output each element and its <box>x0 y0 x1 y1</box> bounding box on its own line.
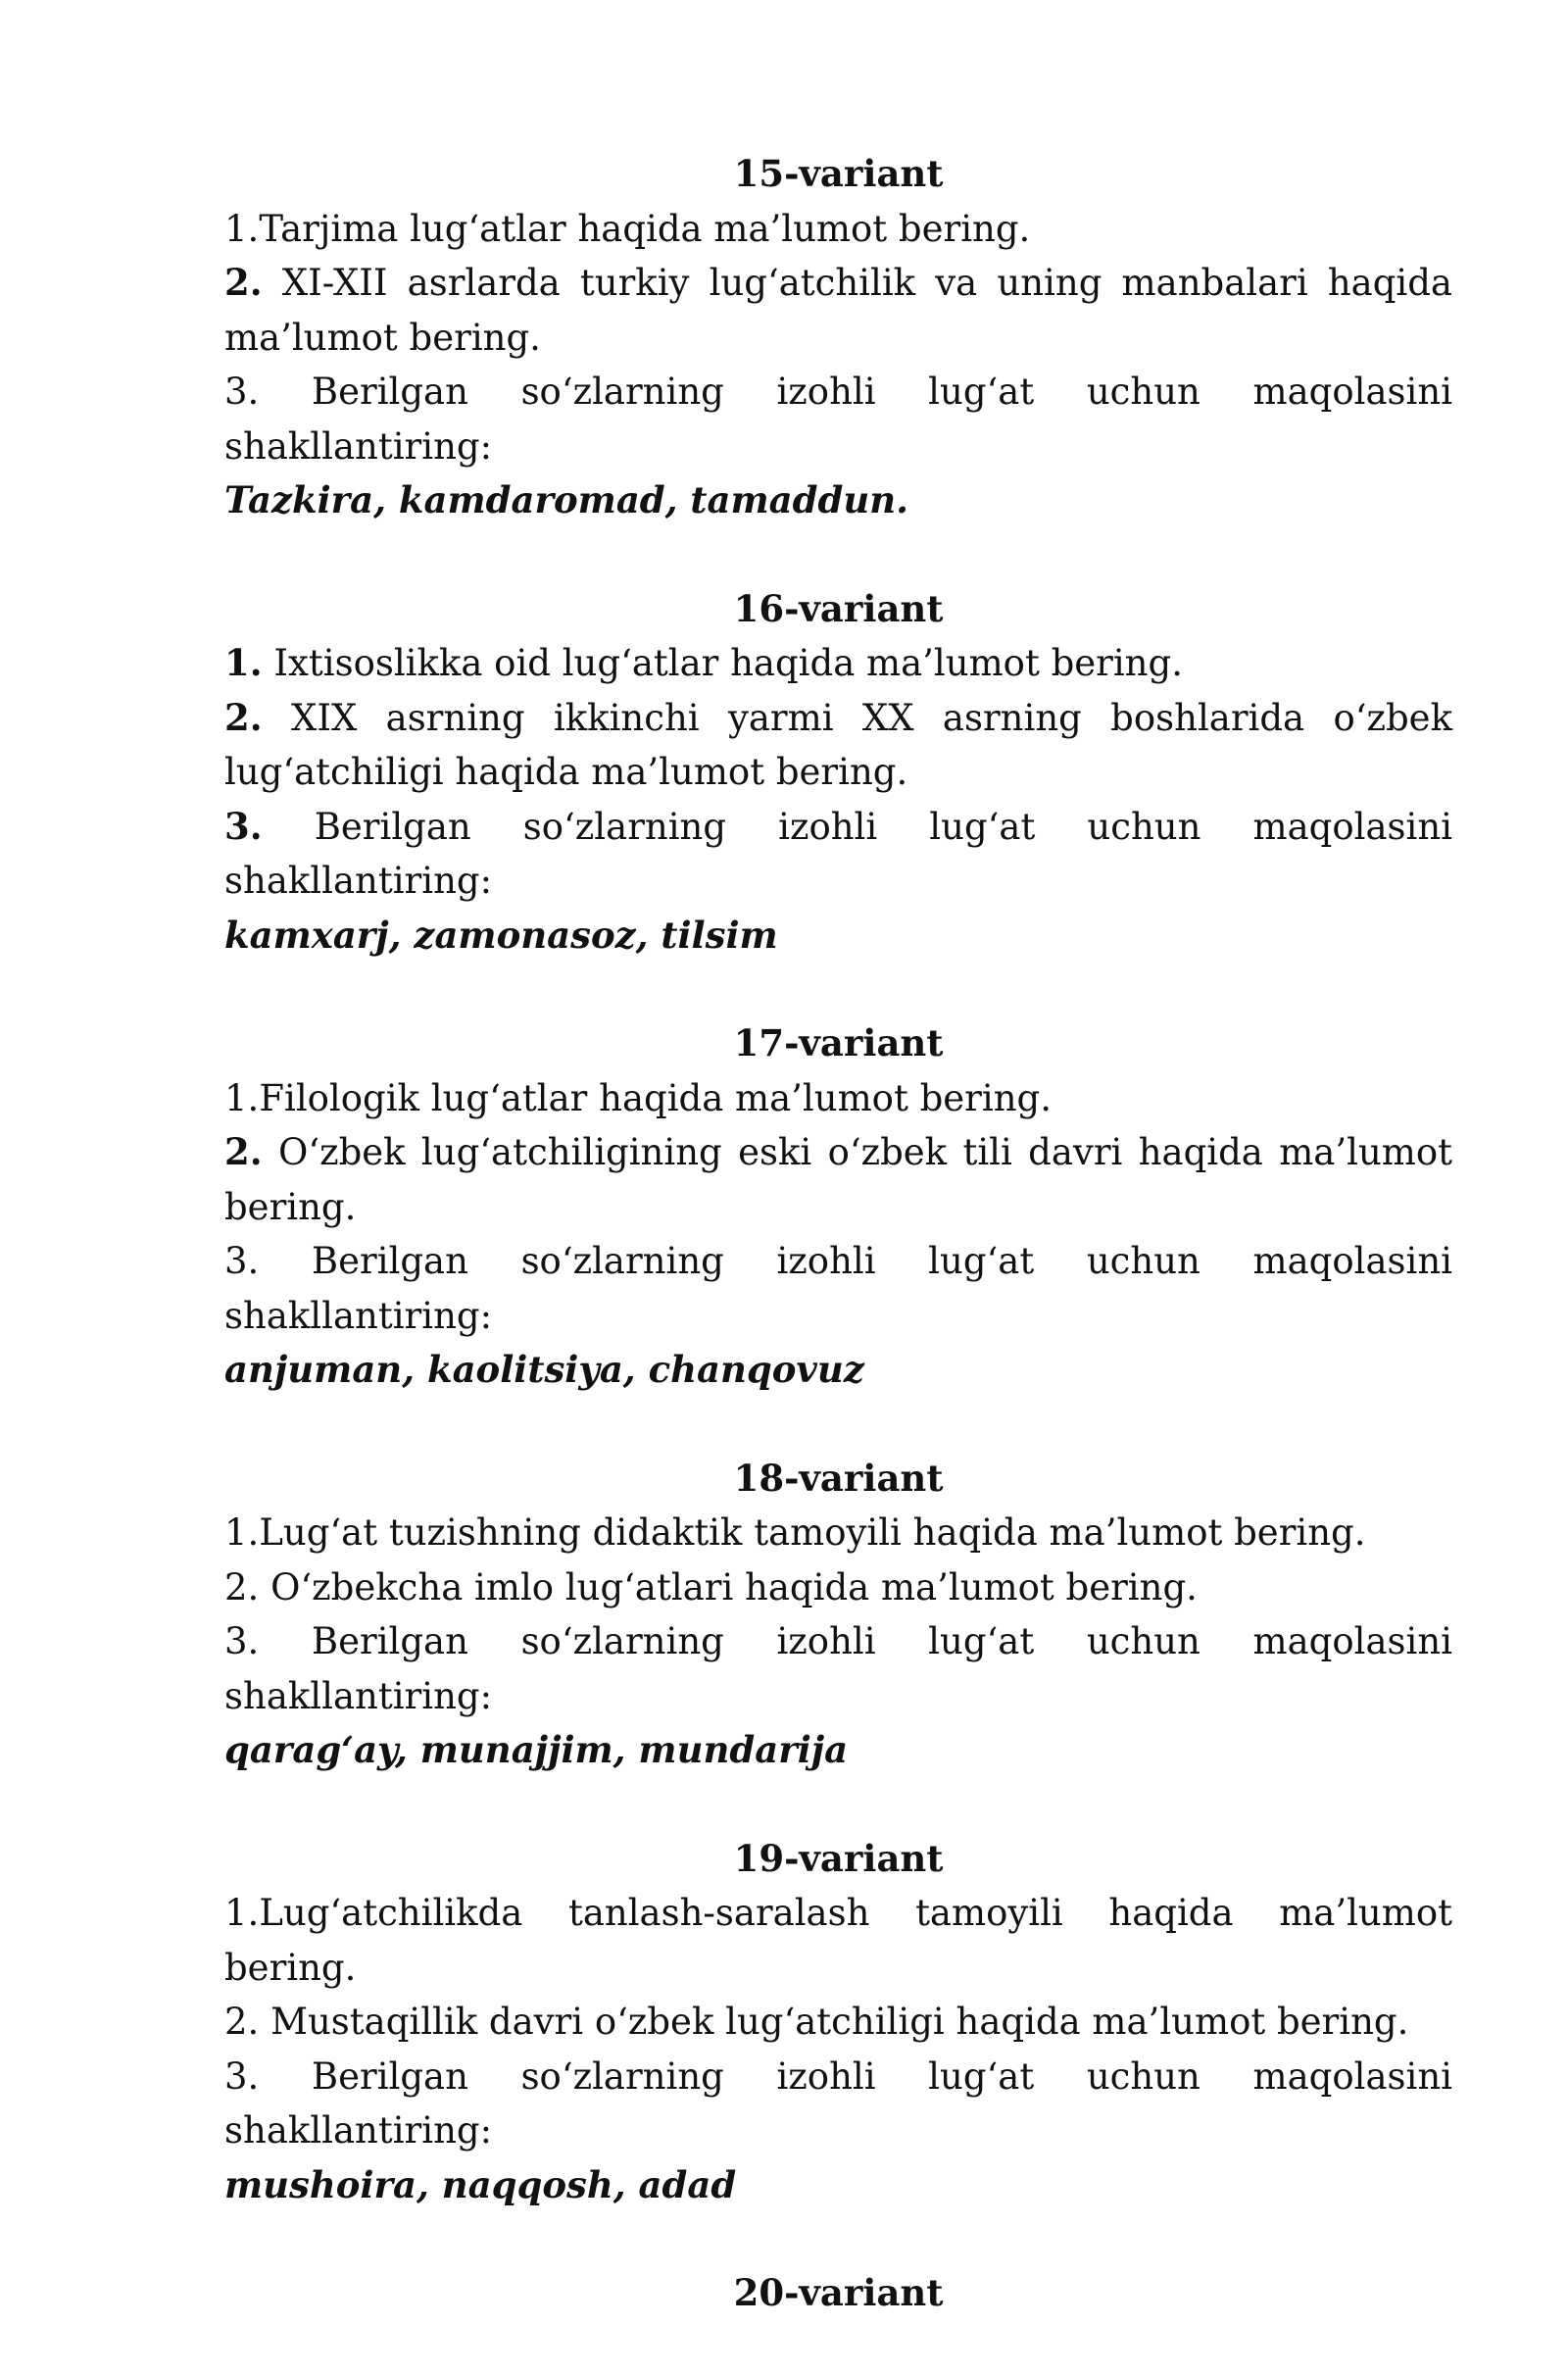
question-number: 2. <box>224 2001 260 2043</box>
question-3 <box>224 365 1452 473</box>
variant-16 <box>224 582 1452 964</box>
question-number: 1. <box>224 207 260 250</box>
question-text: Berilgan so‘zlarning izohli lug‘at uchun maqolasini shakllantiring: <box>224 1240 1452 1337</box>
question-text: Lug‘at tuzishning didaktik tamoyili haqida ma’lumot bering. <box>259 1511 1366 1554</box>
variant-title: 17-variant <box>733 1021 944 1064</box>
words-list: Tazkira, kamdaromad, tamaddun. <box>224 478 909 521</box>
question-3 <box>224 800 1452 909</box>
question-2 <box>224 1125 1452 1234</box>
question-3 <box>224 2050 1452 2158</box>
question-1 <box>224 1886 1452 1995</box>
variant-20 <box>224 2266 1452 2321</box>
question-text: Lug‘atchilikda tanlash-saralash tamoyili haqida ma’lumot bering. <box>224 1892 1452 1989</box>
variant-title: 15-variant <box>733 152 944 195</box>
question-3 <box>224 1614 1452 1723</box>
question-number: 3. <box>224 804 263 848</box>
words-list: qarag‘ay, munajjim, mundarija <box>224 1728 849 1771</box>
document-page <box>224 147 1452 2375</box>
question-text: XIX asrning ikkinchi yarmi XX asrning boshlarida o‘zbek lug‘atchiligi haqida ma’lumot bering. <box>224 696 1452 793</box>
question-number: 3. <box>224 1620 260 1662</box>
question-number: 3. <box>224 371 260 413</box>
question-text: Berilgan so‘zlarning izohli lug‘at uchun maqolasini shakllantiring: <box>224 371 1452 468</box>
variant-title: 20-variant <box>733 2271 944 2314</box>
variant-19 <box>224 1832 1452 2213</box>
variant-title: 16-variant <box>733 586 944 630</box>
question-text: Berilgan so‘zlarning izohli lug‘at uchun maqolasini shakllantiring: <box>224 1620 1452 1717</box>
question-text: O‘zbekcha imlo lug‘atlari haqida ma’lumot bering. <box>259 1565 1198 1608</box>
variant-15 <box>224 147 1452 528</box>
question-3 <box>224 1234 1452 1343</box>
variant-title: 18-variant <box>733 1456 944 1500</box>
question-2 <box>224 256 1452 365</box>
question-text: Mustaqillik davri o‘zbek lug‘atchiligi haqida ma’lumot bering. <box>259 2001 1409 2043</box>
question-number: 2. <box>224 1130 263 1173</box>
question-1 <box>224 1071 1452 1126</box>
question-text: Berilgan so‘zlarning izohli lug‘at uchun maqolasini shakllantiring: <box>224 2054 1452 2152</box>
question-1 <box>224 636 1452 691</box>
question-number: 2. <box>224 1565 260 1608</box>
question-2 <box>224 1560 1452 1615</box>
question-number: 3. <box>224 1240 260 1282</box>
variant-title: 19-variant <box>733 1836 944 1880</box>
question-text: Tarjima lug‘atlar haqida ma’lumot bering. <box>259 207 1031 250</box>
question-number: 1. <box>224 1076 260 1119</box>
question-number: 2. <box>224 695 263 739</box>
question-number: 1. <box>224 641 263 684</box>
question-2 <box>224 691 1452 800</box>
variant-18 <box>224 1452 1452 1778</box>
variant-17 <box>224 1016 1452 1398</box>
question-text: XI-XII asrlarda turkiy lug‘atchilik va uning manbalari haqida ma’lumot bering. <box>224 262 1452 359</box>
question-2 <box>224 1995 1452 2050</box>
question-number: 1. <box>224 1892 260 1934</box>
words-list: kamxarj, zamonasoz, tilsim <box>224 913 778 957</box>
words-list: mushoira, naqqosh, adad <box>224 2162 737 2206</box>
question-number: 3. <box>224 2054 260 2098</box>
question-number: 2. <box>224 261 263 304</box>
question-1 <box>224 202 1452 257</box>
question-text: Ixtisoslikka oid lug‘atlar haqida ma’lumot bering. <box>262 642 1183 684</box>
question-text: Berilgan so‘zlarning izohli lug‘at uchun maqolasini shakllantiring: <box>224 805 1452 902</box>
question-number: 1. <box>224 1511 260 1554</box>
question-text: O‘zbek lug‘atchiligining eski o‘zbek tili davri haqida ma’lumot bering. <box>224 1131 1452 1228</box>
words-list: anjuman, kaolitsiya, chanqovuz <box>224 1348 864 1391</box>
question-1 <box>224 1506 1452 1560</box>
question-text: Filologik lug‘atlar haqida ma’lumot bering. <box>259 1076 1052 1119</box>
